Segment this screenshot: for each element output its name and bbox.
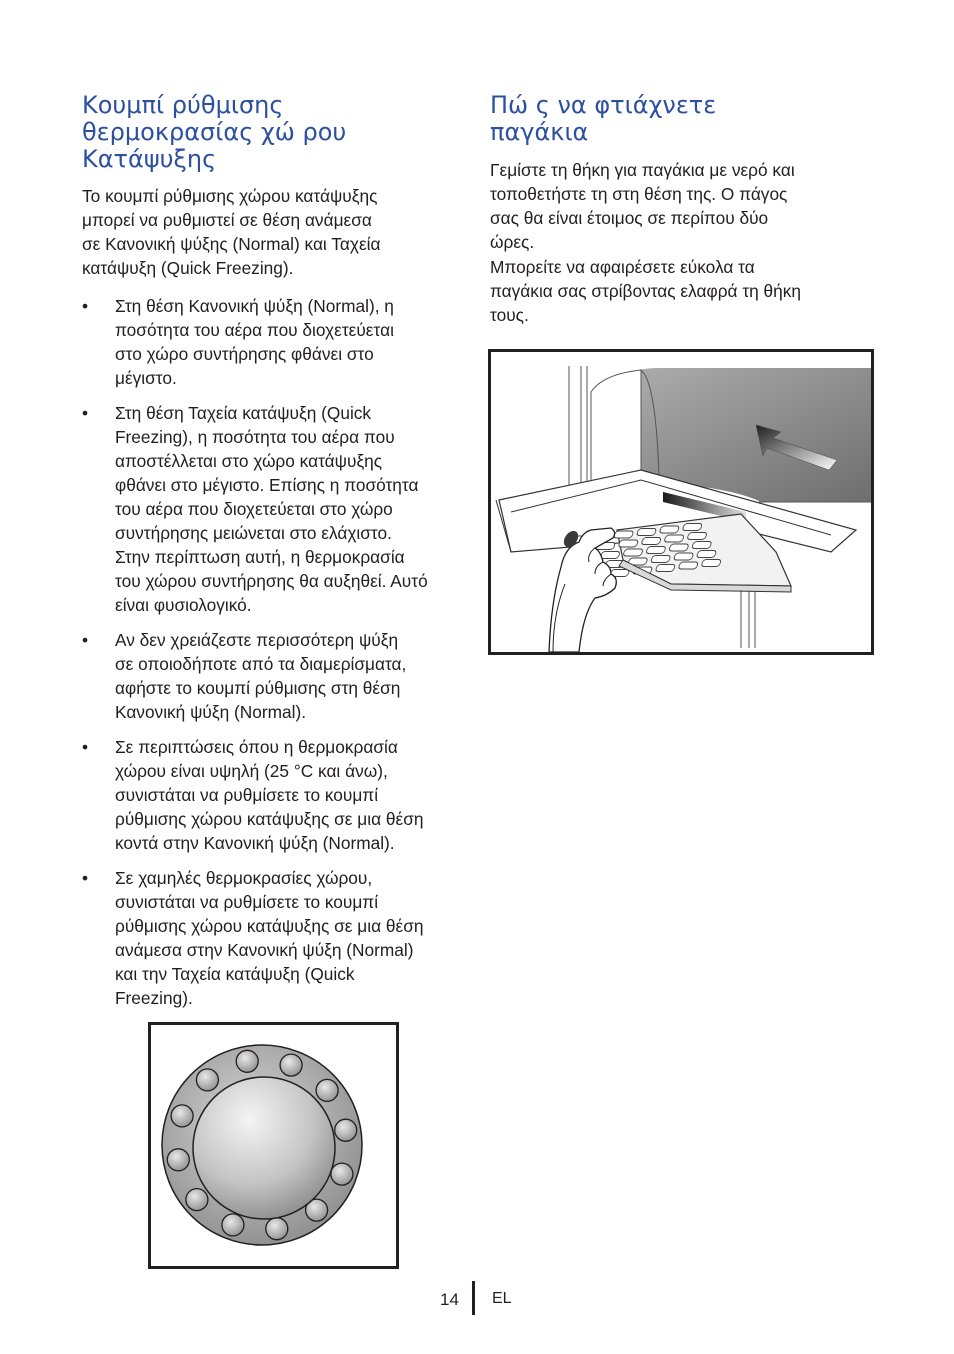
list-item: • Σε χαμηλές θερμοκρασίες χώρου, συνιστάται να ρυθμίσετε το κουμπί ρύθμισης χώρου κατάψυξης σε μια θέση ανάμεσα στην Κανονική ψύξη (Normal) και την Ταχεία κατάψυξη (Quick Freezing). — [82, 868, 424, 1008]
ice-cell — [655, 565, 676, 572]
language-code: EL — [492, 1290, 512, 1307]
heading-line: Κουμπί ρύθμισης — [82, 91, 284, 119]
knob-position-marker — [171, 1105, 193, 1127]
knob-position-marker — [335, 1119, 357, 1141]
ice-cell — [618, 540, 639, 547]
ice-cell — [696, 551, 717, 558]
ice-cell — [650, 556, 671, 563]
ice-cell — [641, 538, 662, 545]
bullet-dot: • — [82, 868, 89, 888]
ice-cell — [673, 553, 694, 560]
heading-line: Πώ ς να φτιάχνετε — [490, 91, 717, 119]
page-number: 14 — [440, 1290, 459, 1309]
ice-cell — [659, 526, 680, 533]
list-item: • Αν δεν χρειάζεστε περισσότερη ψύξη σε οποιοδήποτε από τα διαμερίσματα, αφήστε το κουμπί ρύθμισης στη θέση Κανονική ψύξη (Normal). — [82, 630, 407, 722]
heading-line: θερμοκρασίας χώ ρου — [82, 118, 347, 146]
knob-position-marker — [266, 1218, 288, 1240]
knob-position-marker — [196, 1069, 218, 1091]
knob-position-marker — [167, 1149, 189, 1171]
list-item: • Σε περιπτώσεις όπου η θερμοκρασία χώρου είναι υψηλή (25 °C και άνω), συνιστάται να ρυθμίσετε το κουμπί ρύθμισης χώρου κατάψυξης σε μια θέση κοντά στην Κανονική ψύξη (Normal). — [82, 737, 424, 853]
ice-cubes-paragraph-1: Γεμίστε τη θήκη για παγάκια με νερό και τοποθετήστε τη στη θέση της. Ο πάγος σας θα είναι έτοιμος σε περίπου δύο ώρες. — [490, 160, 795, 252]
list-item: • Στη θέση Ταχεία κατάψυξη (Quick Freezing), η ποσότητα του αέρα που αποστέλλεται στο χώρο κατάψυξης φθάνει στο μέγιστο. Επίσης η ποσότητα του αέρα που διοχετεύεται στο χώρο συντήρησης μειώνεται στο ελάχιστο. Στην περίπτωση αυτή, η θερμοκρασία του χώρου συντήρησης θα αυξηθεί. Αυτό είναι φυσιολογικό. — [82, 403, 428, 615]
ice-cell — [691, 542, 712, 549]
ice-cubes-paragraph-2: Μπορείτε να αφαιρέσετε εύκολα τα παγάκια σας στρίβοντας ελαφρά τη θήκη τους. — [490, 257, 802, 325]
ice-cell — [613, 531, 634, 538]
ice-cubes-heading — [490, 92, 890, 146]
knob-position-marker — [222, 1214, 244, 1236]
knob-position-marker — [331, 1163, 353, 1185]
knob-position-marker — [280, 1054, 302, 1076]
knob-position-marker — [186, 1189, 208, 1211]
footer-divider — [472, 1281, 475, 1315]
freezer-knob-intro: Το κουμπί ρύθμισης χώρου κατάψυξης μπορεί να ρυθμιστεί σε θέση ανάμεσα σε Κανονική ψύξης (Normal) και Ταχεία κατάψυξη (Quick Freezing). — [82, 186, 381, 278]
ice-cell — [600, 552, 621, 559]
ice-cell — [664, 535, 685, 542]
ice-cell — [669, 544, 690, 551]
ice-cell — [678, 562, 699, 569]
freezer-knob-illustration — [148, 1022, 399, 1269]
freezer-knob-heading — [82, 92, 482, 173]
bullet-dot: • — [82, 403, 89, 423]
heading-line: Κατάψυξης — [82, 145, 217, 173]
ice-cell — [682, 524, 703, 531]
ice-cell — [701, 560, 722, 567]
bullet-dot: • — [82, 296, 89, 316]
ice-cell — [687, 533, 708, 540]
bullet-dot: • — [82, 737, 89, 757]
knob-position-marker — [236, 1050, 258, 1072]
bullet-dot: • — [82, 630, 89, 650]
ice-cell — [636, 529, 657, 536]
ice-tray-illustration — [488, 349, 874, 655]
knob-icon — [151, 1025, 396, 1266]
list-item: • Στη θέση Κανονική ψύξη (Normal), η ποσότητα του αέρα που διοχετεύεται στο χώρο συντήρησης φθάνει στο μέγιστο. — [82, 296, 394, 388]
knob-position-marker — [316, 1079, 338, 1101]
knob-settings-list — [82, 294, 472, 1021]
ice-tray-icon — [491, 352, 871, 652]
heading-line: παγάκια — [490, 118, 589, 146]
ice-cell — [646, 547, 667, 554]
ice-cell — [623, 549, 644, 556]
